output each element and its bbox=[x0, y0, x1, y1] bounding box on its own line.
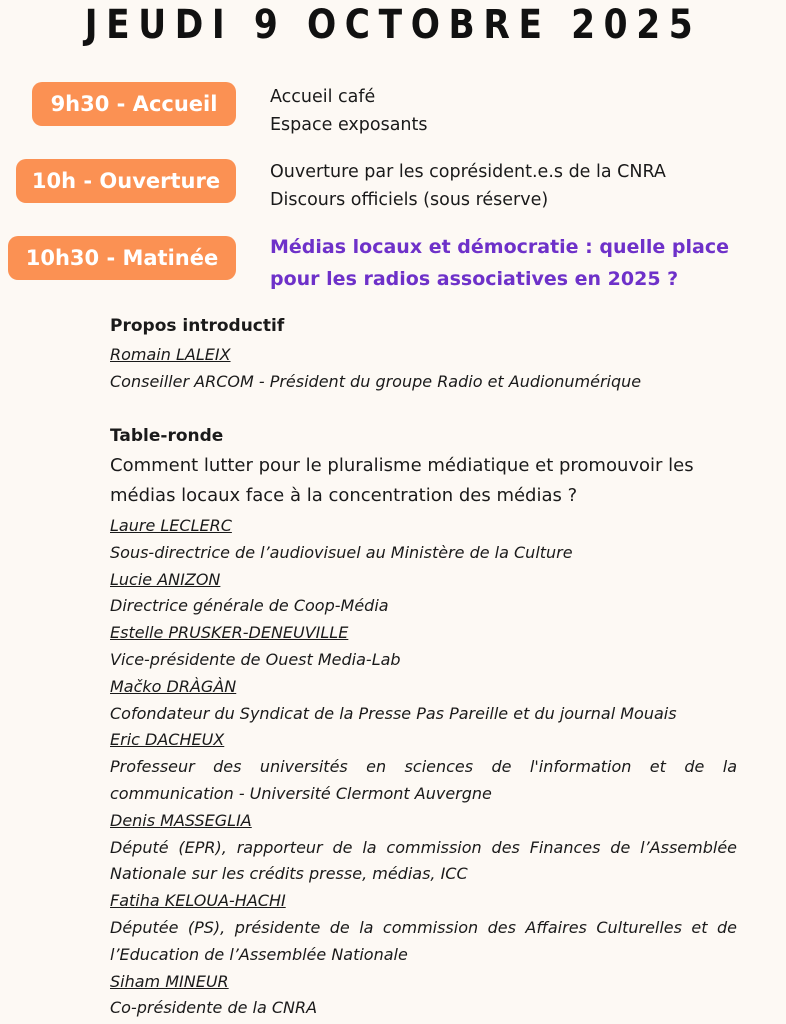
time-badge-matinee: 10h30 - Matinée bbox=[8, 236, 236, 280]
speaker-name: Fatiha KELOUA-HACHI bbox=[110, 891, 286, 911]
speaker-role: Cofondateur du Syndicat de la Presse Pas Pareille et du journal Mouais bbox=[110, 703, 677, 723]
session-title: Médias locaux et démocratie : quelle place bbox=[270, 236, 730, 258]
speaker-role: Vice-présidente de Ouest Media-Lab bbox=[110, 649, 401, 669]
speaker-role: Co-présidente de la CNRA bbox=[110, 998, 318, 1018]
speaker-role: Directrice générale de Coop-Média bbox=[110, 596, 389, 616]
speaker-name: Lucie ANIZON bbox=[110, 569, 221, 589]
speaker-role: Député (EPR), rapporteur de la commission des Finances de l’Assemblée Nationale sur les crédits presse, médias, ICC bbox=[110, 837, 737, 884]
speaker-list bbox=[110, 513, 737, 1022]
schedule-line: Accueil café bbox=[270, 87, 376, 107]
schedule-line: Espace exposants bbox=[270, 115, 428, 135]
intro-heading: Propos introductif bbox=[110, 316, 285, 336]
time-badge-accueil: 9h30 - Accueil bbox=[32, 82, 236, 126]
intro-speaker-role: Conseiller ARCOM - Président du groupe Radio et Audionumérique bbox=[110, 372, 642, 391]
schedule-line: Discours officiels (sous réserve) bbox=[270, 190, 549, 210]
speaker-name: Eric DACHEUX bbox=[110, 730, 225, 750]
speaker-role: Députée (PS), présidente de la commission des Affaires Culturelles et de l’Education de l’Assemblée Nationale bbox=[110, 917, 737, 964]
roundtable-question: Comment lutter pour le pluralisme médiatique et promouvoir les médias locaux face à la concentration des médias ? bbox=[110, 455, 694, 506]
speaker-name: Mačko DRÀGÀN bbox=[110, 676, 237, 696]
speaker-role: Professeur des universités en sciences de l'information et de la communication - Université Clermont Auvergne bbox=[110, 757, 737, 803]
roundtable-heading: Table-ronde bbox=[110, 426, 224, 446]
time-badge-ouverture: 10h - Ouverture bbox=[16, 159, 236, 203]
schedule-line: Ouverture par les coprésident.e.s de la CNRA bbox=[270, 162, 666, 182]
page-title: JEUDI 9 OCTOBRE 2025 bbox=[84, 2, 702, 48]
speaker-name: Laure LECLERC bbox=[110, 516, 232, 535]
speaker-role: Sous-directrice de l’audiovisuel au Ministère de la Culture bbox=[110, 542, 573, 562]
intro-speaker-name: Romain LALEIX bbox=[110, 345, 231, 364]
session-title: pour les radios associatives en 2025 ? bbox=[270, 268, 679, 290]
speaker-name: Siham MINEUR bbox=[110, 971, 229, 991]
speaker-name: Estelle PRUSKER-DENEUVILLE bbox=[110, 623, 349, 643]
speaker-name: Denis MASSEGLIA bbox=[110, 810, 252, 830]
